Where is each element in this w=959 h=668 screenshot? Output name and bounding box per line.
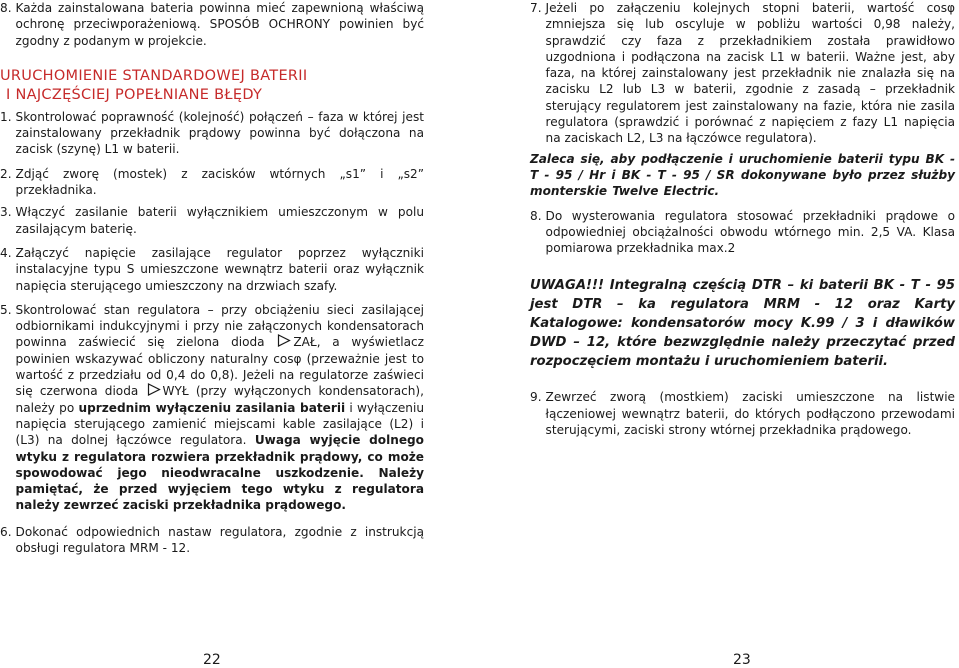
step-number: 3. xyxy=(0,205,12,220)
triangle-right-outline-icon xyxy=(147,383,161,396)
step-8 xyxy=(530,208,955,257)
item-8 xyxy=(0,0,424,49)
step-1 xyxy=(0,109,424,158)
right-page-column xyxy=(530,0,955,438)
step-number: 6. xyxy=(0,524,12,539)
item-text: Każda zainstalowana bateria powinna mieć zapewnioną właściwą ochronę przeciwporażeniową. SPOSÓB OCHRONY powinien być zgodny z podanym w projekcie. xyxy=(15,1,424,48)
step-3 xyxy=(0,204,424,237)
page-number-left: 22 xyxy=(203,652,221,668)
page-number-right: 23 xyxy=(733,652,751,668)
step-text: Skontrolować poprawność (kolejność) połączeń – faza w której jest zainstalowany przekładnik prądowy powinna być dołączona na zacisk (szynę) L1 w baterii. xyxy=(15,109,424,157)
step-number: 4. xyxy=(0,245,12,260)
triangle-right-outline-icon xyxy=(277,334,291,347)
step-5-text-b: ZAŁ, a wyświetlacz powinien wskazywać obliczony naturalny cosφ (przeważnie jest to wartość z przedziału od 0,4 do 0,8). Jeżeli na regulatorze zaświeci się czerwona dioda xyxy=(15,335,424,399)
step-5-text-c: WYŁ (przy wyłączonych kondensatorach), należy po xyxy=(15,384,424,415)
step-9 xyxy=(530,389,955,438)
step-5-text-a: Skontrolować stan regulatora – przy obciążeniu sieci zasilającej odbiornikami indukcyjnymi i przy nie załączonych kondensatorach powinna zaświecić się zielona dioda xyxy=(15,302,424,350)
section-heading xyxy=(0,61,424,105)
heading-line-2: I NAJCZĘŚCIEJ POPEŁNIANE BŁĘDY xyxy=(6,86,263,103)
item-number: 8. xyxy=(0,1,12,15)
step-5-bold-2: Uwaga wyjęcie dolnego wtyku z regulatora rozwiera przekładnik prądowy, co może spowodować jego nieodwracalne uszkodzenie. Należy pamiętać, że przed wyjęciem tego wtyku z regulatora należy zewrzeć zaciski przekładnika prądowego. xyxy=(15,433,424,513)
step-number: 5. xyxy=(0,302,12,317)
left-page-column xyxy=(0,0,424,556)
step-text: Załączyć napięcie zasilające regulator poprzez wyłączniki instalacyjne typu S umieszczone wewnątrz baterii oraz wyłącznik napięcia sterującego umieszczony na drzwiach szafy. xyxy=(15,245,424,293)
step-number: 2. xyxy=(0,166,12,181)
recommendation-note: Zaleca się, aby podłączenie i uruchomienie baterii typu BK - T - 95 / Hr i BK - T - 95 / SR dokonywane było przez służby monterskie Twelve Electric. xyxy=(530,151,955,199)
step-text: Włączyć zasilanie baterii wyłącznikiem umieszczonym w polu zasilającym baterię. xyxy=(15,205,424,236)
step-number: 9. xyxy=(530,390,542,405)
step-text xyxy=(12,302,424,514)
step-5 xyxy=(0,302,424,514)
step-7 xyxy=(530,0,955,147)
step-text: Zdjąć zworę (mostek) z zacisków wtórnych „s1” i „s2” przekładnika. xyxy=(15,166,424,198)
step-6 xyxy=(0,524,424,557)
warning-notice: UWAGA!!! Integralną częścią DTR – ki baterii BK - T - 95 jest DTR – ka regulatora MRM - 12 oraz Karty Katalogowe: kondensatorów mocy K.99 / 3 i dławików DWD – 12, które bezwzględnie należy przeczytać przed rozpoczęciem montażu i uruchomieniem baterii. xyxy=(530,278,955,370)
heading-line-1: URUCHOMIENIE STANDARDOWEJ BATERII xyxy=(0,67,308,84)
step-5-text-d: i wyłączeniu napięcia sterującego zamienić miejscami kable zasilające (L2) i (L3) na dolnej łączówce regulatora. xyxy=(15,400,424,448)
step-text: Dokonać odpowiednich nastaw regulatora, zgodnie z instrukcją obsługi regulatora MRM - 12. xyxy=(15,524,424,556)
step-number: 8. xyxy=(530,208,542,223)
step-number: 1. xyxy=(0,109,12,124)
step-4 xyxy=(0,245,424,294)
step-number: 7. xyxy=(530,1,542,15)
step-2 xyxy=(0,166,424,199)
step-5-bold-1: uprzednim wyłączeniu zasilania baterii xyxy=(78,400,346,415)
step-text: Do wysterowania regulatora stosować przekładniki prądowe o odpowiedniej obciążalności obwodu wtórnego min. 2,5 VA. Klasa pomiarowa przekładnika max.2 xyxy=(545,208,955,256)
step-text: Zewrzeć zworą (mostkiem) zaciski umieszczone na listwie łączeniowej wewnątrz baterii, do których podłączono przewodami sterującymi, zaciski strony wtórnej przekładnika prądowego. xyxy=(545,390,955,438)
step-text: Jeżeli po załączeniu kolejnych stopni baterii, wartość cosφ zmniejsza się lub oscyluje w pobliżu wartości 0,98 należy, sprawdzić czy faza z przekładnikiem została prawidłowo uzgodniona i podłączona na zacisk L1 w baterii. Ważne jest, aby faza, na której zainstalowany jest przekładnik nie znalazła się na zacisku L2 lub L3 w baterii, zgodnie z zasadą – przekładnik sterujący regulatorem jest zainstalowany na fazie, która nie zasila regulatora (sprawdzić i porównać z napięciem z fazy L1 napięcia na zaciskach L2, L3 na łączówce regulatora). xyxy=(545,1,955,146)
